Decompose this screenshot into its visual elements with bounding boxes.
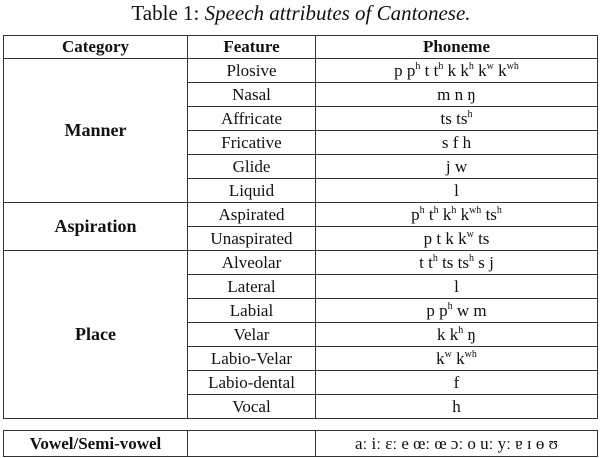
phoneme-cell: k $k^h$ ŋ — [316, 323, 598, 347]
feature-cell: Nasal — [188, 83, 316, 107]
caption-prefix: Table 1: — [131, 1, 200, 25]
phoneme-cell: f — [316, 371, 598, 395]
header-row — [4, 36, 598, 59]
phoneme-cell: j w — [316, 155, 598, 179]
phoneme-cell: t $t^h$ ts $ts^h$ s j — [316, 251, 598, 275]
table-row — [4, 251, 598, 275]
vowel-category-cell: Vowel/Semi-vowel — [4, 431, 188, 457]
phoneme-cell: ts $ts^h$ — [316, 107, 598, 131]
feature-cell: Velar — [188, 323, 316, 347]
feature-cell: Aspirated — [188, 203, 316, 227]
category-cell-aspiration: Aspiration — [4, 203, 188, 251]
feature-cell: Alveolar — [188, 251, 316, 275]
feature-cell: Vocal — [188, 395, 316, 419]
phoneme-cell: h — [316, 395, 598, 419]
feature-cell: Unaspirated — [188, 227, 316, 251]
phoneme-cell: $k^w$ $k^{wh}$ — [316, 347, 598, 371]
header-category: Category — [4, 36, 188, 59]
phoneme-cell: p t k $k^w$ ts — [316, 227, 598, 251]
vowel-feature-cell — [188, 431, 316, 457]
phoneme-cell: s f h — [316, 131, 598, 155]
feature-cell: Labio-dental — [188, 371, 316, 395]
feature-cell: Lateral — [188, 275, 316, 299]
feature-cell: Affricate — [188, 107, 316, 131]
phoneme-cell: m n ŋ — [316, 83, 598, 107]
category-cell-manner: Manner — [4, 59, 188, 203]
caption-title: Speech attributes of Cantonese. — [204, 1, 471, 25]
table-row — [4, 59, 598, 83]
vowel-row — [4, 431, 598, 457]
table-body — [4, 59, 598, 419]
feature-cell: Labio-Velar — [188, 347, 316, 371]
feature-cell: Glide — [188, 155, 316, 179]
table-row — [4, 203, 598, 227]
phoneme-cell: p $p^h$ w m — [316, 299, 598, 323]
feature-cell: Plosive — [188, 59, 316, 83]
phoneme-cell: p $p^h$ t $t^h$ k $k^h$ $k^w$ $k^{wh}$ — [316, 59, 598, 83]
feature-cell: Fricative — [188, 131, 316, 155]
speech-attributes-table — [3, 35, 598, 419]
header-phoneme: Phoneme — [316, 36, 598, 59]
phoneme-cell: l — [316, 179, 598, 203]
category-cell-place: Place — [4, 251, 188, 419]
header-feature: Feature — [188, 36, 316, 59]
vowel-table — [3, 430, 598, 457]
phoneme-cell: l — [316, 275, 598, 299]
phoneme-cell: $p^h$ $t^h$ $k^h$ $k^{wh}$ $ts^h$ — [316, 203, 598, 227]
vowel-phoneme-cell: aː iː ɛː e œː œ ɔː o uː yː ɐ ɪ ɵ ʊ — [316, 431, 598, 457]
table-caption — [0, 0, 602, 32]
feature-cell: Liquid — [188, 179, 316, 203]
feature-cell: Labial — [188, 299, 316, 323]
